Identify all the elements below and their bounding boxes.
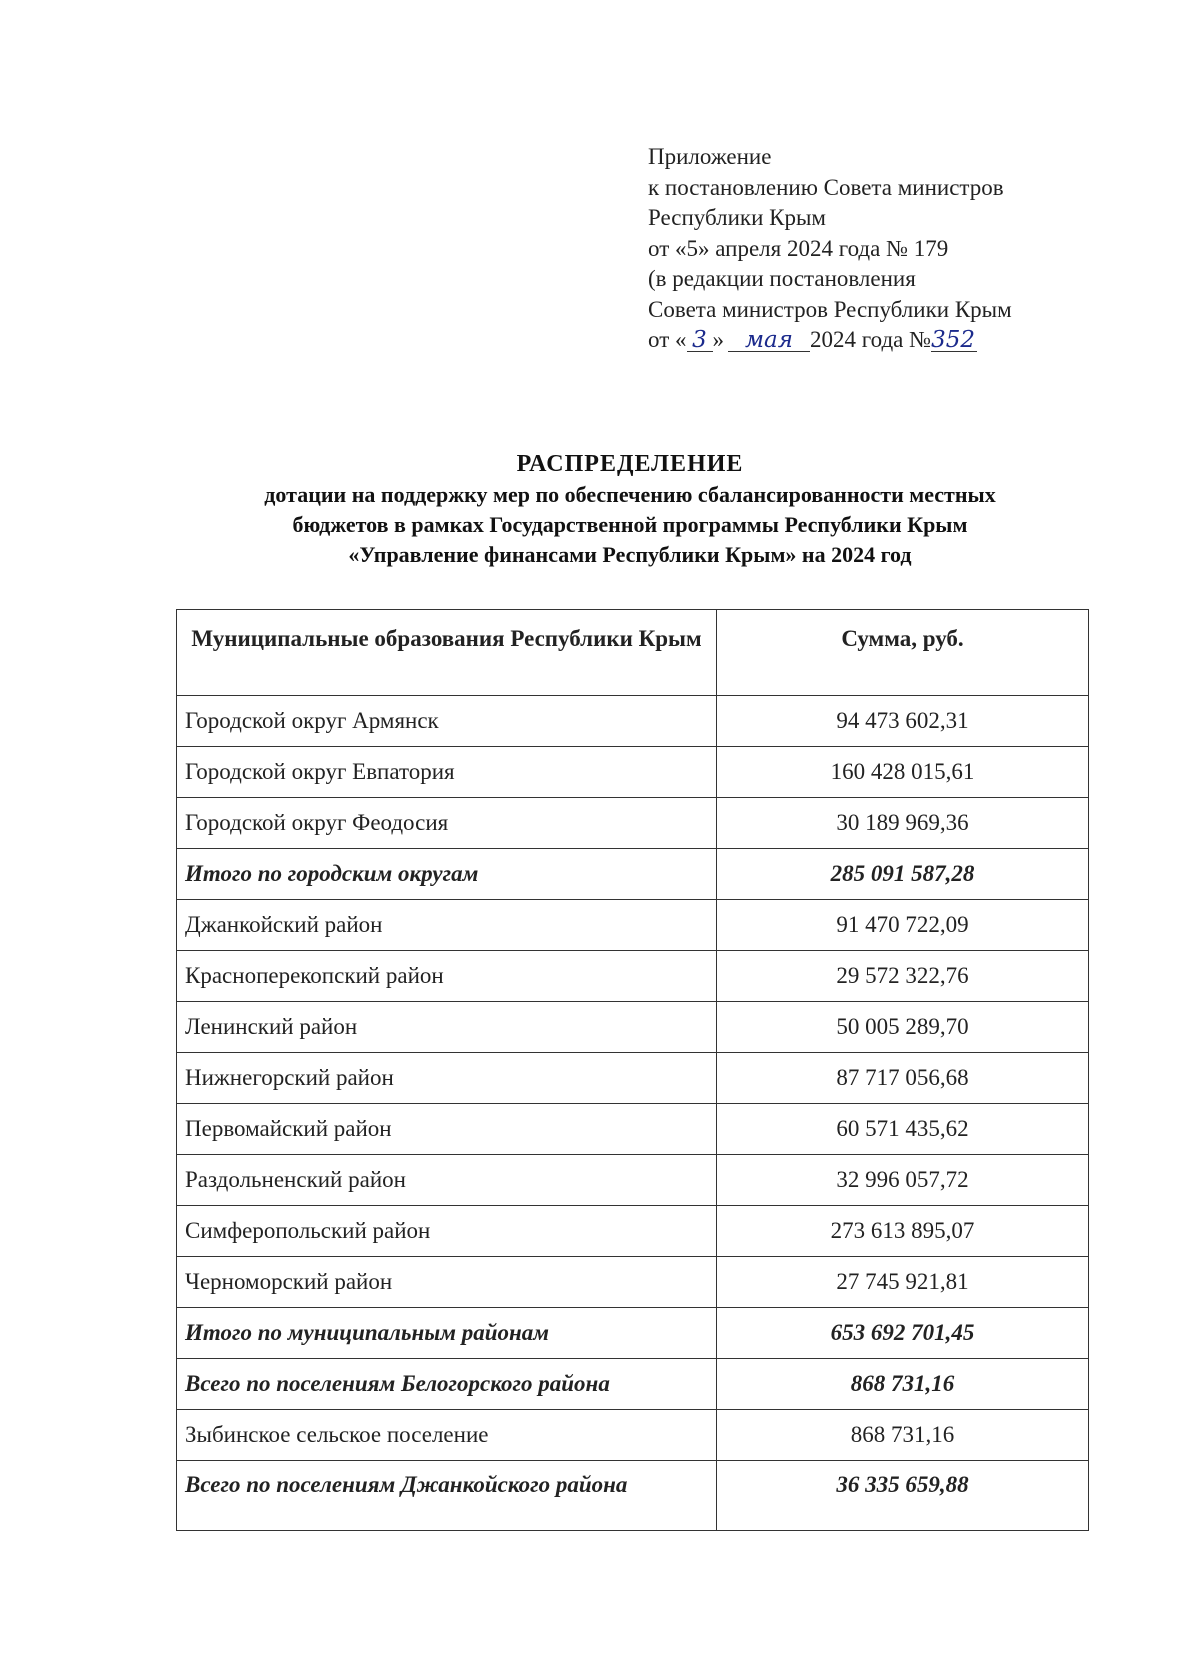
table-row — [177, 696, 1089, 747]
municipality-cell: Нижнегорский район — [177, 1053, 717, 1104]
municipality-cell: Первомайский район — [177, 1104, 717, 1155]
document-title: РАСПРЕДЕЛЕНИЕ — [516, 451, 744, 477]
amount-cell: 94 473 602,31 — [717, 696, 1089, 747]
municipality-cell: Джанкойский район — [177, 900, 717, 951]
municipality-cell: Всего по поселениям Джанкойского района — [177, 1461, 717, 1531]
appendix-line: (в редакции постановления — [648, 266, 916, 291]
handwritten-number: 352 — [931, 329, 977, 352]
municipality-cell: Итого по муниципальным районам — [177, 1308, 717, 1359]
table-total-row — [177, 1308, 1089, 1359]
document-subtitle-line: «Управление финансами Республики Крым» на 2024 год — [348, 542, 912, 567]
amount-cell: 91 470 722,09 — [717, 900, 1089, 951]
table-row — [177, 1053, 1089, 1104]
appendix-line: Приложение — [648, 144, 772, 169]
document-heading — [150, 448, 1110, 570]
table-total-row — [177, 849, 1089, 900]
amount-cell: 50 005 289,70 — [717, 1002, 1089, 1053]
municipality-cell: Городской округ Армянск — [177, 696, 717, 747]
municipality-cell: Раздольненский район — [177, 1155, 717, 1206]
table-row — [177, 747, 1089, 798]
amount-cell: 60 571 435,62 — [717, 1104, 1089, 1155]
handwritten-day: 3 — [687, 329, 713, 352]
table-row — [177, 1002, 1089, 1053]
municipality-cell: Красноперекопский район — [177, 951, 717, 1002]
amount-cell: 29 572 322,76 — [717, 951, 1089, 1002]
municipality-cell: Городской округ Евпатория — [177, 747, 717, 798]
municipality-cell: Черноморский район — [177, 1257, 717, 1308]
municipality-cell: Ленинский район — [177, 1002, 717, 1053]
amount-cell: 285 091 587,28 — [717, 849, 1089, 900]
amount-cell: 653 692 701,45 — [717, 1308, 1089, 1359]
table-row — [177, 1410, 1089, 1461]
table-header-row — [177, 610, 1089, 696]
municipality-cell: Всего по поселениям Белогорского района — [177, 1359, 717, 1410]
municipality-cell: Итого по городским округам — [177, 849, 717, 900]
municipality-cell: Зыбинское сельское поселение — [177, 1410, 717, 1461]
table-row — [177, 1257, 1089, 1308]
amount-cell: 27 745 921,81 — [717, 1257, 1089, 1308]
amount-cell: 87 717 056,68 — [717, 1053, 1089, 1104]
appendix-line: Совета министров Республики Крым — [648, 296, 1012, 322]
date-year-text: 2024 года № — [810, 327, 932, 352]
appendix-line: Республики Крым — [648, 205, 826, 230]
table-row — [177, 1206, 1089, 1257]
municipality-cell: Городской округ Феодосия — [177, 798, 717, 849]
appendix-line: к постановлению Совета министров — [648, 174, 1004, 200]
appendix-line: от «5» апреля 2024 года № 179 — [648, 235, 949, 261]
amendment-date-line — [648, 325, 1012, 356]
amount-cell: 30 189 969,36 — [717, 798, 1089, 849]
amount-cell: 32 996 057,72 — [717, 1155, 1089, 1206]
amount-cell: 273 613 895,07 — [717, 1206, 1089, 1257]
amount-cell: 868 731,16 — [717, 1410, 1089, 1461]
table-total-row — [177, 1461, 1089, 1531]
document-subtitle-line: дотации на поддержку мер по обеспечению сбалансированности местных — [264, 482, 996, 507]
table-row — [177, 951, 1089, 1002]
amount-cell: 160 428 015,61 — [717, 747, 1089, 798]
table-row — [177, 1104, 1089, 1155]
column-header-amount: Сумма, руб. — [717, 610, 1089, 696]
handwritten-month: мая — [728, 329, 810, 352]
date-prefix: от « — [648, 327, 687, 352]
amount-cell: 36 335 659,88 — [717, 1461, 1089, 1531]
table-row — [177, 900, 1089, 951]
date-mid: » — [712, 327, 724, 352]
document-subtitle-line: бюджетов в рамках Государственной программы Республики Крым — [292, 512, 968, 537]
table-total-row — [177, 1359, 1089, 1410]
table-row — [177, 798, 1089, 849]
distribution-table — [176, 609, 1089, 1531]
column-header-municipality: Муниципальные образования Республики Крым — [177, 610, 717, 696]
municipality-cell: Симферопольский район — [177, 1206, 717, 1257]
amount-cell: 868 731,16 — [717, 1359, 1089, 1410]
table-body — [177, 696, 1089, 1531]
appendix-block — [648, 142, 1012, 356]
table-row — [177, 1155, 1089, 1206]
